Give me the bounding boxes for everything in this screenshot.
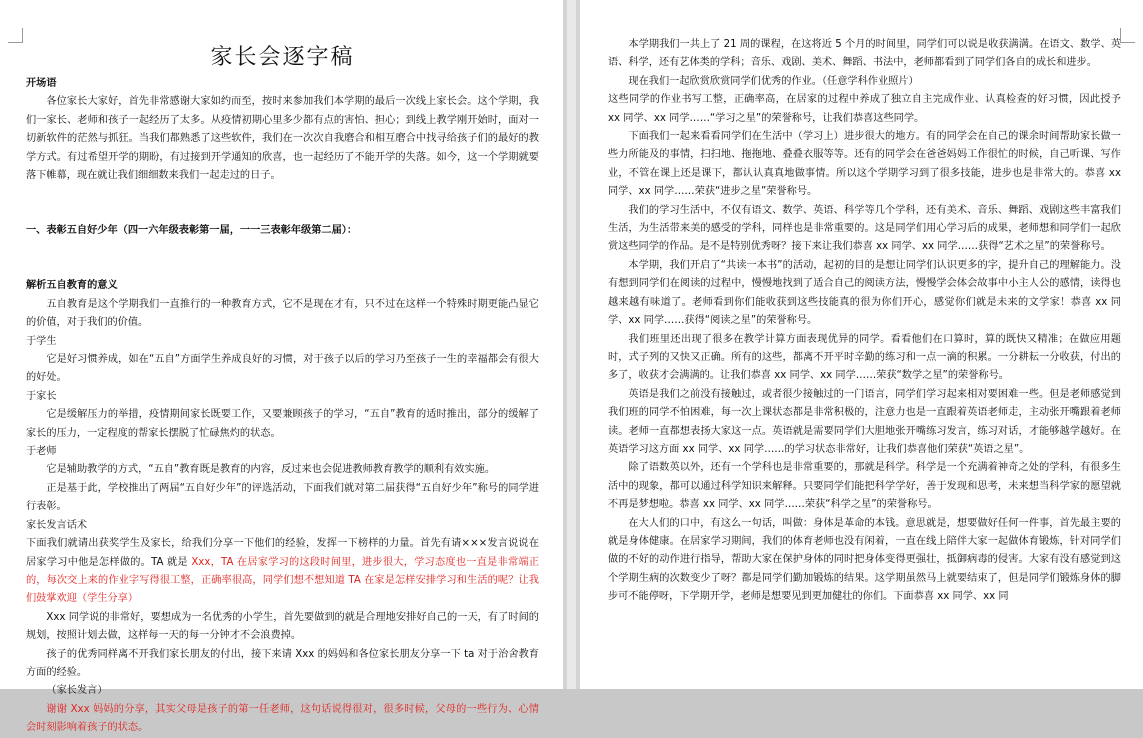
page-corner-mark bbox=[8, 28, 23, 43]
scroll-thumb[interactable] bbox=[567, 0, 576, 689]
paragraph bbox=[26, 185, 539, 203]
paragraph bbox=[608, 91, 1121, 128]
paragraph bbox=[26, 222, 539, 240]
paragraph bbox=[26, 388, 539, 406]
paragraph bbox=[608, 257, 1121, 331]
paragraph-text: 开场语 bbox=[26, 78, 57, 89]
paragraph-text: 于家长 bbox=[26, 390, 57, 402]
paragraph-text: 英语是我们之前没有接触过，或者很少接触过的一门语言，同学们学习起来相对要困难一些。但是老师感觉到我们班的同学不怕困难，每一次上课状态都是非常积极的，注意力也是一直跟着英语老师走，主动张开嘴跟着老师读。老师一直都想表扬大家这一点。英语就是需要同学们大胆地张开嘴练习发言，练习对话，才能够越学越好。在英语学习这方面 xx 同学、xx 同学……的学习状态非常好，让我们恭喜他们荣获“英语之星”。 bbox=[608, 388, 1121, 455]
paragraph bbox=[26, 241, 539, 259]
paragraph-text: 解析五自教育的意义 bbox=[26, 280, 118, 292]
paragraph bbox=[608, 202, 1121, 257]
paragraph-text: 孩子的优秀同样离不开我们家长朋友的付出，接下来请 Xxx 的妈妈和各位家长朋友分享一下 ta 对于治舍教育方面的经验。 bbox=[26, 648, 539, 678]
paragraph-text: 本学期，我们开启了“共读一本书”的活动，起初的目的是想让同学们认识更多的字，提升自己的理解能力。没有想到同学们在阅读的过程中，慢慢地找到了适合自己的阅读方法，慢慢学会体会故事中小主人公的感情，读得也越来越有味道了。老师看到你们能收获到这些技能真的很为你们开心，感觉你们就是未来的文学家！恭喜 xx 同学、xx 同学……获得“阅读之星”的荣誉称号。 bbox=[608, 259, 1121, 327]
paragraph bbox=[608, 128, 1121, 202]
paragraph-text: 下面我们就请出获奖学生及家长，给我们分享一下他们的经验，发挥一下榜样的力量。首先有请×××发言说说在居家学习中他是怎样做的。TA 就是 bbox=[26, 538, 539, 568]
paragraph-text: 于老师 bbox=[26, 446, 57, 458]
paragraph-text: 正是基于此，学校推出了两届“五自好少年”的评选活动，下面我们就对第二届获得“五自好少年”称号的同学进行表彰。 bbox=[26, 482, 539, 513]
paragraph bbox=[26, 701, 539, 738]
paragraph bbox=[26, 277, 539, 295]
highlighted-text: Xxx，TA 在居家学习的这段时间里，进步很大，学习态度也一直是非常端正的，每次交上来的作业字写得很工整，正确率很高，同学们想不想知道 TA 在家是怎样安排学习和生活的呢？让我们鼓掌欢迎（学生分享） bbox=[26, 556, 539, 605]
document-title: 家长会逐字稿 bbox=[210, 45, 355, 70]
paragraph bbox=[608, 73, 1121, 91]
paragraph-text: 于学生 bbox=[26, 335, 57, 347]
document-page-left bbox=[0, 0, 563, 734]
paragraph bbox=[26, 351, 539, 388]
paragraph-text: 我们班里还出现了很多在教学计算方面表现优异的同学。看看他们在口算时，算的既快又精准；在做应用题时，式子列的又快又正确。所有的这些，都离不开平时辛勤的练习和一点一滴的积累。一分耕耘一分收获，付出的多了，收获才会满满的。让我们恭喜 xx 同学、xx 同学……荣获“数学之星”的荣誉称号。 bbox=[608, 333, 1121, 382]
paragraph bbox=[26, 333, 539, 351]
paragraph bbox=[26, 480, 539, 517]
paragraph-text: 现在我们一起欣赏欣赏同学们优秀的作业。（任意学科作业照片） bbox=[628, 75, 919, 87]
paragraph bbox=[26, 609, 539, 646]
paragraph-text: 各位家长大家好，首先非常感谢大家如约而至，按时来参加我们本学期的最后一次线上家长会。这个学期，我们一家长、老师和孩子一起经历了太多。从疫情初期心里多少都有点的害怕、担心；到线上教学刚开始时，面对一切新软件的茫然与抓狂。当我们都熟悉了这些软件，我们在一次次自我磨合和相互磨合中找寻给孩子们的最好的教学方式。有过希望开学的期盼，有过接到开学通知的欣喜，也一起经历了不能开学的失落。如今，这一个学期就要落下帷幕，现在就让我们细细数来我们一起走过的日子。 bbox=[26, 96, 539, 182]
paragraph-text: （家长发言） bbox=[46, 685, 108, 697]
paragraph bbox=[608, 515, 1121, 607]
paragraph-text: 家长发言话术 bbox=[26, 519, 88, 531]
paragraph-text: 我们的学习生活中，不仅有语文、数学、英语、科学等几个学科，还有美术、音乐、舞蹈、戏剧这些丰富我们生活，为生活带来美的感受的学科，同样也是非常重要的。这是同学们用心学习后的成果，老师想和同学们一起欣赏这些同学的作品。是不是特别优秀呀？接下来让我们恭喜 xx 同学、xx 同学……获得“艺术之星”的荣誉称号。 bbox=[608, 204, 1121, 253]
page-separator-scrollbar[interactable] bbox=[563, 0, 580, 689]
paragraph-text: 下面我们一起来看看同学们在生活中（学习上）进步很大的地方。有的同学会在自己的课余时间帮助家长做一些力所能及的事情，扫扫地、拖拖地、叠叠衣服等等。还有的同学会在爸爸妈妈工作很忙的时候，自己听课、写作业，不管在课上还是课下，都认认真真地做事情。所以这个学期学习到了很多技能，进步也是非常大的。恭喜 xx 同学、xx 同学……荣获“进步之星”荣誉称号。 bbox=[608, 131, 1121, 198]
paragraph bbox=[26, 682, 539, 700]
paragraph-text: 五自教育是这个学期我们一直推行的一种教育方式，它不是现在才有，只不过在这样一个特殊时期更能凸显它的价值，对于我们的价值。 bbox=[26, 298, 539, 329]
right-page-content bbox=[608, 0, 1121, 607]
paragraph bbox=[26, 204, 539, 222]
paragraph-text: 一、表彰五自好少年（四一六年级表彰第一届，一一三表彰年级第二届）： bbox=[26, 225, 358, 237]
paragraph bbox=[26, 646, 539, 683]
paragraph bbox=[26, 93, 539, 185]
paragraph bbox=[608, 36, 1121, 73]
paragraph bbox=[26, 535, 539, 609]
paragraph-text: Xxx 同学说的非常好，要想成为一名优秀的小学生，首先要做到的就是合理地安排好自己的一天，有了时间的规划，按照计划去做，这样每一天的每一分钟才不会浪费掉。 bbox=[26, 611, 539, 642]
paragraph-text: 谢谢 Xxx 妈妈的分享，其实父母是孩子的第一任老师，这句话说得很对，很多时候，父母的一些行为、心情会时刻影响着孩子的状态。 bbox=[26, 703, 539, 734]
paragraph-text: 除了语数英以外，还有一个学科也是非常重要的，那就是科学。科学是一个充满着神奇之处的学科，有很多生活中的现象，都可以通过科学知识来解释。只要同学们能把科学学好，善于发现和思考，未来想当科学家的愿望就不再是梦想啦。恭喜 xx 同学、xx 同学……荣获“科学之星”的荣誉称号。 bbox=[608, 462, 1121, 511]
paragraph bbox=[26, 517, 539, 535]
paragraph-text: 它是好习惯养成，如在“五自”方面学生养成良好的习惯，对于孩子以后的学习乃至孩子一生的幸福都会有很大的好处。 bbox=[26, 354, 539, 384]
paragraph bbox=[26, 406, 539, 443]
paragraph bbox=[608, 331, 1121, 386]
page-corner-mark bbox=[1120, 28, 1135, 43]
paragraph bbox=[26, 75, 539, 93]
paragraph bbox=[608, 386, 1121, 460]
paragraph-text: 它是辅助教学的方式，“五自”教育既是教育的内容，反过来也会促进教师教育教学的顺利有效实施。 bbox=[46, 464, 496, 476]
paragraph bbox=[26, 296, 539, 333]
document-page-right bbox=[580, 0, 1143, 689]
left-page-content bbox=[26, 75, 539, 738]
paragraph-text: 它是缓解压力的举措，疫情期间家长既要工作，又要兼顾孩子的学习，“五自”教育的适时推出，部分的缓解了家长的压力，一定程度的帮家长摆脱了忙碌焦灼的状态。 bbox=[26, 409, 539, 439]
paragraph-text: 这些同学的作业书写工整，正确率高，在居家的过程中养成了独立自主完成作业、认真检查的好习惯，因此授予 xx 同学、xx 同学……“学习之星”的荣誉称号，让我们恭喜这些同学。 bbox=[608, 94, 1121, 124]
paragraph bbox=[26, 259, 539, 277]
paragraph-text: 在大人们的口中，有这么一句话，叫做：身体是革命的本钱。意思就是，想要做好任何一件事，首先最主要的就是身体健康。在居家学习期间，我们的体育老师也没有闲着，一直在线上陪伴大家一起做体育锻炼，针对同学们做的不好的动作进行指导，帮助大家在保护身体的同时把身体变得更强壮，抵御病毒的侵害。大家有没有感觉到这个学期生病的次数变少了呀？都是同学们勤加锻炼的结果。这学期虽然马上就要结束了，但是同学们锻炼身体的脚步可不能停呀，下学期开学，老师是想要见到更加健壮的你们。下面恭喜 xx 同学、xx 同 bbox=[608, 517, 1121, 603]
paragraph bbox=[26, 461, 539, 479]
paragraph bbox=[608, 459, 1121, 514]
paragraph-text: 本学期我们一共上了 21 周的课程，在这将近 5 个月的时间里，同学们可以说是收获满满。在语文、数学、英语、科学，还有艺体类的学科；音乐、戏剧、美术、舞蹈、书法中，老师都看到了同学们各自的成长和进步。 bbox=[608, 39, 1121, 69]
paragraph bbox=[26, 443, 539, 461]
